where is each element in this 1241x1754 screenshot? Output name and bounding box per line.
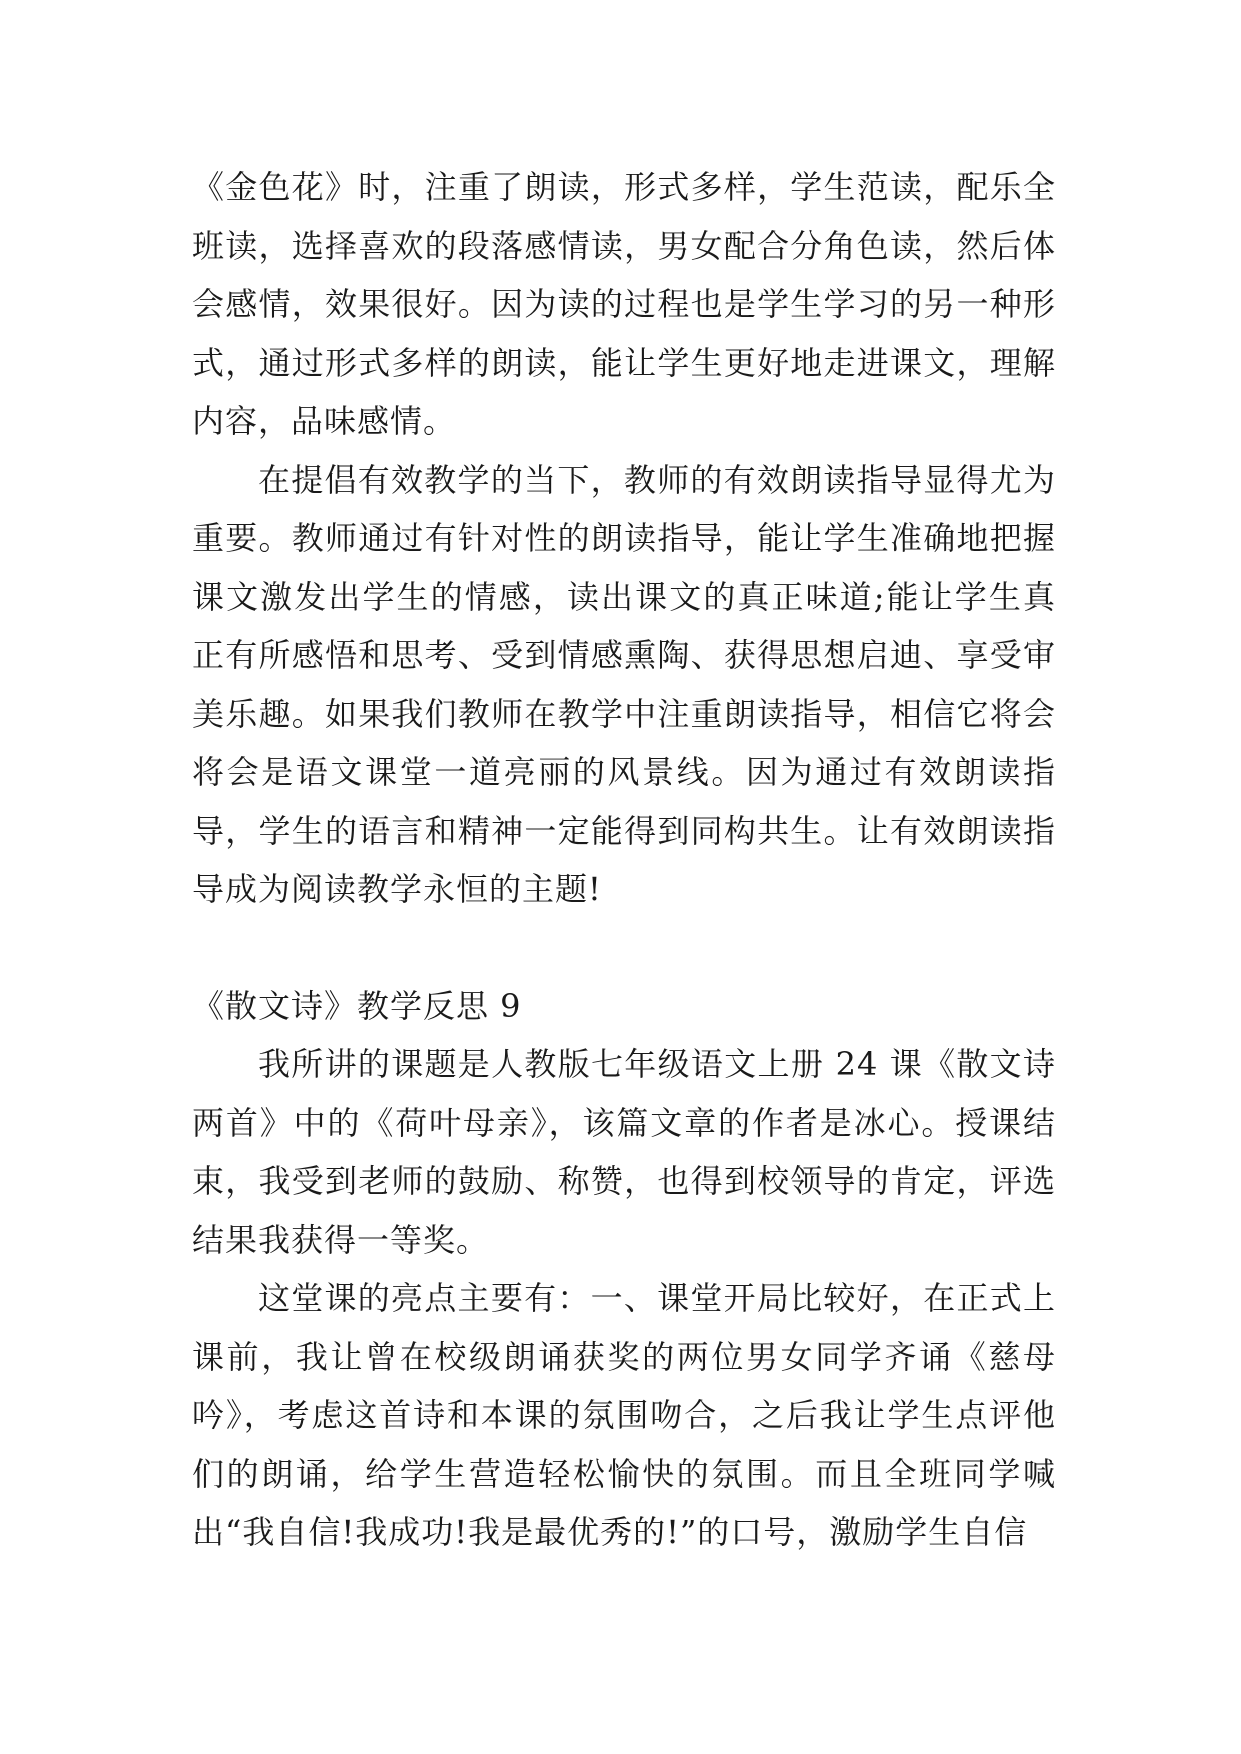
document-page [192,158,1056,1562]
paragraph-effective-reading: 在提倡有效教学的当下，教师的有效朗读指导显得尤为重要。教师通过有针对性的朗读指导，能让学生准确地把握课文激发出学生的情感，读出课文的真正味道;能让学生真正有所感悟和思考、受到情感熏陶、获得思想启迪、享受审美乐趣。如果我们教师在教学中注重朗读指导，相信它将会将会是语文课堂一道亮丽的风景线。因为通过有效朗读指导，学生的语言和精神一定能得到同构共生。让有效朗读指导成为阅读教学永恒的主题! [192,460,1056,908]
paragraph-lesson-intro: 我所讲的课题是人教版七年级语文上册 24 课《散文诗两首》中的《荷叶母亲》，该篇文章的作者是冰心。授课结束，我受到老师的鼓励、称赞，也得到校领导的肯定，评选结果我获得一等奖。 [192,1045,1056,1259]
paragraph-continuation: 《金色花》时，注重了朗读，形式多样，学生范读，配乐全班读，选择喜欢的段落感情读，男女配合分角色读，然后体会感情，效果很好。因为读的过程也是学生学习的另一种形式，通过形式多样的朗读，能让学生更好地走进课文，理解内容，品味感情。 [192,168,1056,440]
paragraph-lesson-highlights: 这堂课的亮点主要有：一、课堂开局比较好，在正式上课前，我让曾在校级朗诵获奖的两位男女同学齐诵《慈母吟》，考虑这首诗和本课的氛围吻合，之后我让学生点评他们的朗诵，给学生营造轻松愉快的氛围。而且全班同学喊出“我自信!我成功!我是最优秀的!”的口号，激励学生自信 [192,1279,1056,1551]
section-gap [192,919,1056,977]
section-title: 《散文诗》教学反思 9 [192,986,522,1025]
